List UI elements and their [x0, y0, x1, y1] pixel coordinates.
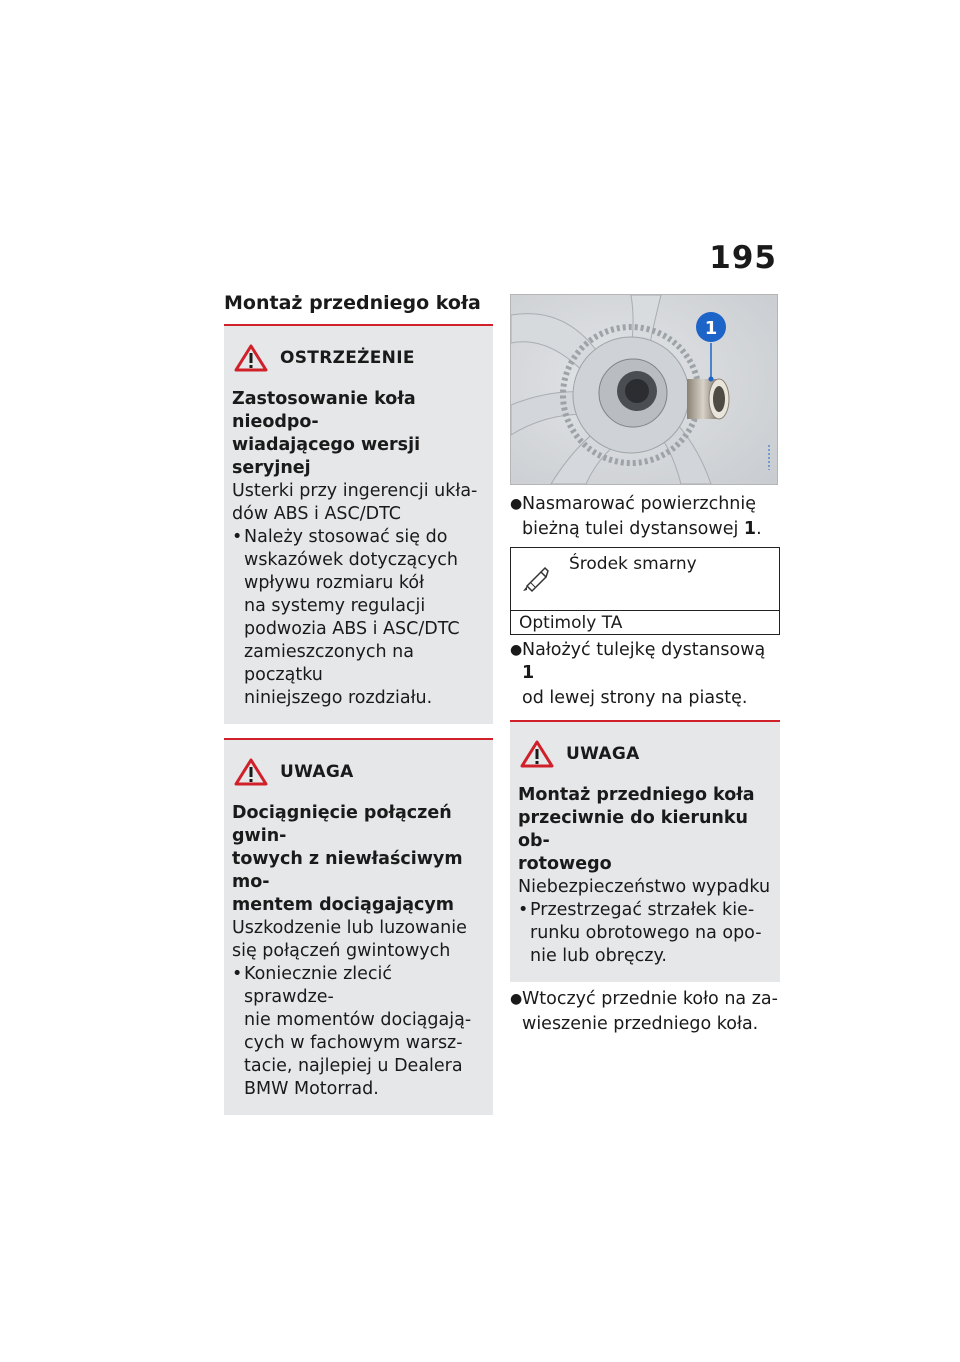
warning-bullet-line: niniejszego rozdziału. — [244, 688, 433, 708]
step-line: ● Nałożyć tulejkę dystansową 1 — [510, 640, 766, 683]
warning-triangle-icon — [520, 740, 554, 768]
warning-title-line: przeciwnie do kierunku ob- — [518, 808, 748, 851]
warning-bullet-line: BMW Motorrad. — [244, 1079, 379, 1099]
right-column — [510, 294, 780, 1036]
warning-text-line: dów ABS i ASC/DTC — [232, 504, 402, 524]
step-line: ● Wtoczyć przednie koło na za- — [510, 989, 778, 1009]
warning-text-line: się połączeń gwintowych — [232, 941, 451, 961]
warning-box-uwaga — [224, 740, 493, 1115]
warning-box-uwaga — [510, 722, 780, 982]
wheel-hub-figure — [510, 294, 778, 485]
warning-title-line: towych z niewłaściwym mo- — [232, 849, 463, 892]
step-line: ● Nasmarować powierzchnię — [510, 494, 757, 514]
lubricant-box — [510, 547, 780, 635]
warning-bullet-line: • Należy stosować się do — [232, 527, 448, 547]
step-line: bieżną tulei dystansowej 1. — [522, 519, 762, 539]
warning-bullet-line: na systemy regulacji — [244, 596, 426, 616]
warning-text-line: Uszkodzenie lub luzowanie — [232, 918, 467, 938]
warning-bullet-line: zamieszczonych na początku — [244, 642, 414, 685]
bullet-icon: ● — [510, 496, 523, 512]
warning-title-line: Zastosowanie koła nieodpo- — [232, 389, 416, 432]
warning-title-line: mentem dociągającym — [232, 895, 455, 915]
left-column — [224, 288, 493, 1115]
warning-box-ostrzezenie — [224, 326, 493, 724]
warning-triangle-icon — [234, 758, 268, 786]
grease-tube-icon — [521, 564, 551, 594]
section-title: Montaż przedniego koła — [224, 292, 481, 314]
warning-bullet-line: podwozia ABS i ASC/DTC — [244, 619, 460, 639]
warning-label: OSTRZEŻENIE — [280, 348, 415, 368]
warning-title-line: rotowego — [518, 854, 612, 874]
bullet-icon: ● — [510, 991, 523, 1007]
warning-title-line: Dociągnięcie połączeń gwin- — [232, 803, 452, 846]
step-line: wieszenie przedniego koła. — [522, 1014, 759, 1034]
warning-bullet-line: • Przestrzegać strzałek kie- — [518, 900, 755, 920]
figure-callout-number: 1 — [704, 318, 718, 339]
bullet-icon: ● — [510, 642, 523, 658]
warning-bullet-line: • Koniecznie zlecić sprawdze- — [232, 964, 393, 1007]
warning-bullet-line: runku obrotowego na opo- — [530, 923, 762, 943]
warning-bullet-line: nie momentów dociągają- — [244, 1010, 472, 1030]
warning-text-line: Usterki przy ingerencji ukła- — [232, 481, 478, 501]
bullet-icon: • — [232, 527, 243, 547]
warning-triangle-icon — [234, 344, 268, 372]
page-number: 195 — [709, 240, 777, 276]
lubricant-title: Środek smarny — [569, 554, 697, 574]
wheel-hub-illustration — [511, 295, 777, 484]
warning-title-line: wiadającego wersji seryjnej — [232, 435, 421, 478]
bullet-icon: • — [232, 964, 243, 984]
warning-bullet-line: nie lub obręczy. — [530, 946, 667, 966]
warning-bullet-line: wpływu rozmiaru kół — [244, 573, 425, 593]
warning-bullet-line: cych w fachowym warsz- — [244, 1033, 463, 1053]
warning-text-line: Niebezpieczeństwo wypadku — [518, 877, 771, 897]
step-line: od lewej strony na piastę. — [522, 688, 748, 708]
warning-title-line: Montaż przedniego koła — [518, 785, 755, 805]
warning-label: UWAGA — [280, 762, 354, 782]
warning-label: UWAGA — [566, 744, 640, 764]
bullet-icon: • — [518, 900, 529, 920]
warning-bullet-line: wskazówek dotyczących — [244, 550, 458, 570]
warning-bullet-line: tacie, najlepiej u Dealera — [244, 1056, 463, 1076]
lubricant-product: Optimoly TA — [519, 613, 623, 633]
